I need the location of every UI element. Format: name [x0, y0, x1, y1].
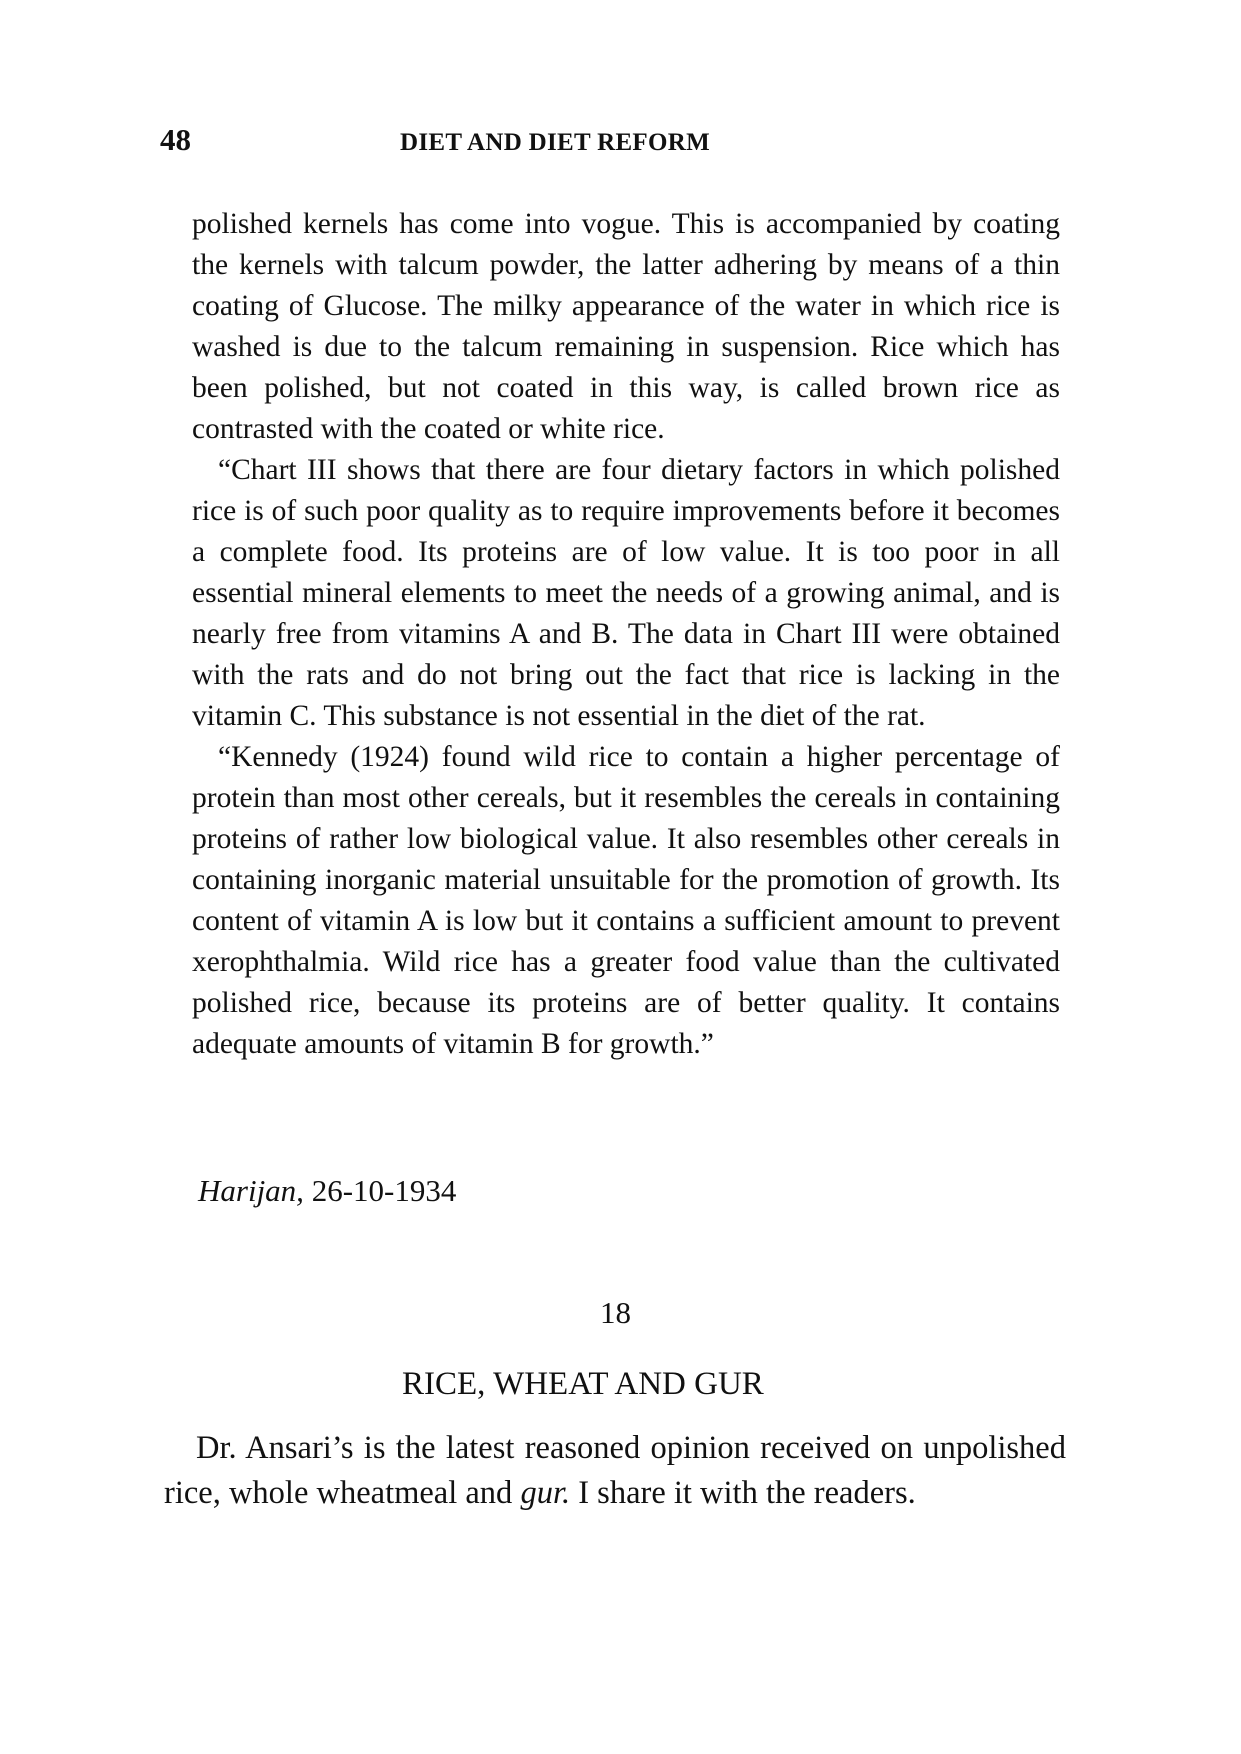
intro-text-after: I share it with the readers.	[570, 1475, 916, 1511]
chapter-intro-paragraph	[164, 1426, 1066, 1516]
source-publication: Harijan,	[198, 1173, 304, 1208]
paragraph-continuation: polished kernels has come into vogue. This is accompanied by coating the kernels with talcum powder, the latter adhering by means of a thin coating of Glucose. The milky appearance of the water in which rice is washed is due to the talcum remaining in suspension. Rice which has been polished, but not coated in this way, is called brown rice as contrasted with the coated or white rice.	[192, 208, 1060, 445]
chapter-intro	[164, 1426, 1066, 1516]
source-citation	[198, 1175, 456, 1206]
running-title: DIET AND DIET REFORM	[400, 129, 710, 156]
chapter-number: 18	[600, 1295, 631, 1330]
paragraph-chart-iii: “Chart III shows that there are four dietary factors in which polished rice is of such poor quality as to require improvements before it becomes a complete food. Its proteins are of low value. It is too poor in all essential mineral elements to meet the needs of a growing animal, and is nearly free from vitamins A and B. The data in Chart III were obtained with the rats and do not bring out the fact that rice is lacking in the vitamin C. This substance is not essential in the diet of the rat.	[192, 454, 1060, 732]
body-text	[192, 204, 1060, 1065]
intro-italic-word: gur.	[520, 1475, 571, 1511]
paragraph-kennedy: “Kennedy (1924) found wild rice to contain a higher percentage of protein than most other cereals, but it resembles the cereals in containing proteins of rather low biological value. It also resembles other cereals in containing inorganic material unsuitable for the promotion of growth. Its content of vitamin A is low but it contains a sufficient amount to prevent xerophthalmia. Wild rice has a greater food value than the cultivated polished rice, because its proteins are of better quality. It contains adequate amounts of vitamin B for growth.”	[192, 741, 1060, 1060]
chapter-title: RICE, WHEAT AND GUR	[402, 1366, 764, 1402]
page-number: 48	[160, 122, 191, 157]
intro-text-before: Dr. Ansari’s is the latest reasoned opinion received on unpolished rice, whole wheatmeal and	[164, 1430, 1066, 1511]
source-date: 26-10-1934	[311, 1173, 457, 1208]
